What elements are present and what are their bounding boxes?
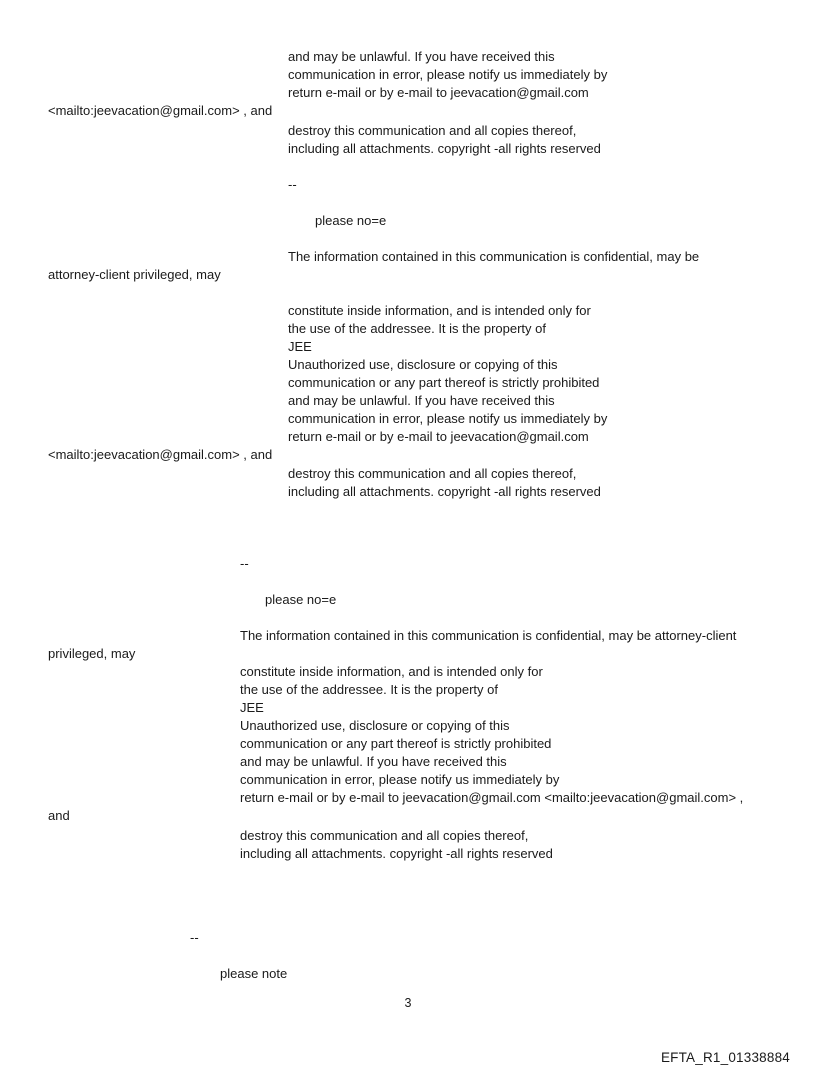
text-line: communication or any part thereof is strictly prohibited	[288, 375, 600, 390]
bates-number: EFTA_R1_01338884	[660, 1050, 790, 1065]
text-line: and may be unlawful. If you have received this	[288, 393, 555, 408]
text-line: privileged, may	[48, 646, 136, 661]
text-line: the use of the addressee. It is the property of	[240, 682, 498, 697]
text-line: destroy this communication and all copies thereof,	[288, 466, 577, 481]
text-line: constitute inside information, and is intended only for	[288, 303, 591, 318]
text-line: communication in error, please notify us immediately by	[288, 67, 608, 82]
text-line: attorney-client privileged, may	[48, 267, 221, 282]
text-line: the use of the addressee. It is the property of	[288, 321, 546, 336]
text-line: including all attachments. copyright -all rights reserved	[240, 846, 553, 861]
text-line: communication in error, please notify us immediately by	[288, 411, 608, 426]
text-line: destroy this communication and all copies thereof,	[288, 123, 577, 138]
text-line: JEE	[288, 339, 312, 354]
text-line: --	[288, 177, 297, 192]
text-line: constitute inside information, and is intended only for	[240, 664, 543, 679]
text-line: please no=e	[265, 592, 337, 607]
text-line: and may be unlawful. If you have received this	[240, 754, 507, 769]
text-line: Unauthorized use, disclosure or copying of this	[240, 718, 510, 733]
page-number: 3	[404, 996, 412, 1010]
text-line: JEE	[240, 700, 264, 715]
text-line: please note	[220, 966, 288, 981]
text-line: <mailto:jeevacation@gmail.com> , and	[48, 447, 273, 462]
text-line: <mailto:jeevacation@gmail.com> , and	[48, 103, 273, 118]
text-line: destroy this communication and all copies thereof,	[240, 828, 529, 843]
text-line: including all attachments. copyright -all rights reserved	[288, 141, 601, 156]
text-line: please no=e	[315, 213, 387, 228]
text-line: communication in error, please notify us immediately by	[240, 772, 560, 787]
text-line: Unauthorized use, disclosure or copying of this	[288, 357, 558, 372]
text-line: return e-mail or by e-mail to jeevacation@gmail.com	[288, 85, 589, 100]
text-line: return e-mail or by e-mail to jeevacation@gmail.com	[288, 429, 589, 444]
text-line: --	[190, 930, 199, 945]
text-line: and may be unlawful. If you have received this	[288, 49, 555, 64]
text-line: The information contained in this communication is confidential, may be attorney-client	[240, 628, 737, 643]
text-line: --	[240, 556, 249, 571]
text-line: communication or any part thereof is strictly prohibited	[240, 736, 552, 751]
text-line: return e-mail or by e-mail to jeevacation@gmail.com <mailto:jeevacation@gmail.com> ,	[240, 790, 744, 805]
text-line: including all attachments. copyright -all rights reserved	[288, 484, 601, 499]
text-line: The information contained in this communication is confidential, may be	[288, 249, 700, 264]
text-line: and	[48, 808, 70, 823]
